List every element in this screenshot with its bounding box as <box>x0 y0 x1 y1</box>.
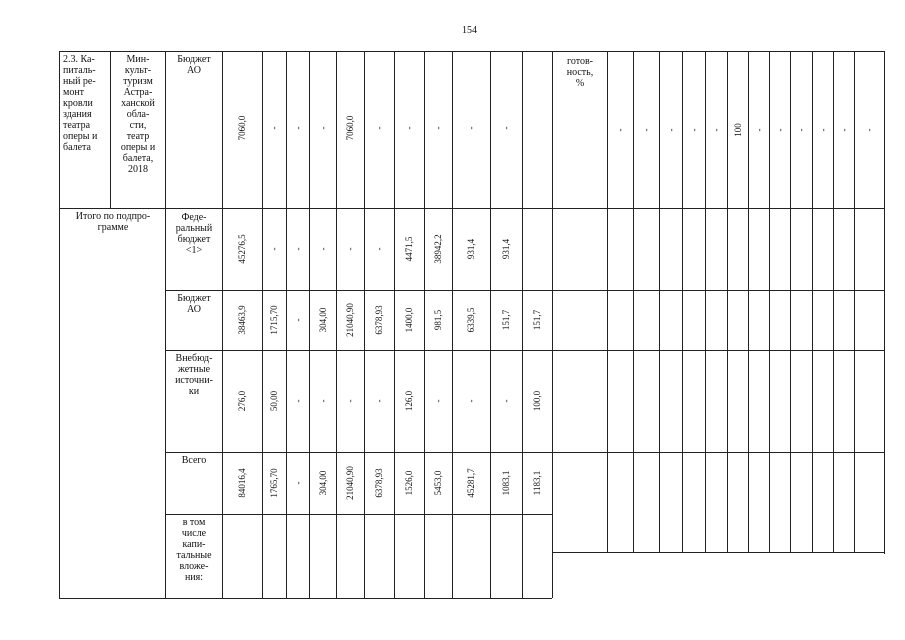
item-title-line: питаль- <box>63 65 96 76</box>
subtotal-value: 50,00 <box>269 390 279 412</box>
subtotal-value: 1400,0 <box>404 307 414 333</box>
subtotal-value: 1715,70 <box>269 305 279 335</box>
col-line <box>812 51 813 552</box>
table-top-border <box>59 51 884 52</box>
item-executor-line: 2018 <box>128 164 148 175</box>
col-line <box>682 51 683 552</box>
subtotal-source-line: Феде- <box>181 212 207 223</box>
item-title-line: здания <box>63 109 92 120</box>
subtotal-value: - <box>345 247 355 251</box>
col-line <box>222 51 223 598</box>
subtotal-value: - <box>345 399 355 403</box>
page-number: 154 <box>462 25 477 36</box>
item-value: - <box>269 126 279 130</box>
subtotal-source-line: тальные <box>176 550 212 561</box>
indicator-value: - <box>838 128 849 132</box>
item-title-line: 2.3. Ка- <box>63 54 95 65</box>
subtotal-value: 304,00 <box>317 470 328 496</box>
subtotal-value: 304,00 <box>317 307 328 333</box>
subtotal-label-line: грамме <box>97 222 129 233</box>
indicator-value: - <box>711 128 721 132</box>
subtotal-value: - <box>466 399 476 403</box>
col-line <box>727 51 728 552</box>
subtotal-source-line: ральный <box>175 223 213 234</box>
indicator-value: - <box>641 128 651 132</box>
subtotal-source-line: <1> <box>185 245 203 256</box>
subtotal-value: 6339,5 <box>466 307 476 333</box>
subtotal-value: 1183,1 <box>532 470 542 496</box>
col-line <box>552 51 553 598</box>
col-line <box>364 51 365 598</box>
item-executor-line: культ- <box>124 65 152 76</box>
item-executor-line: туризм <box>123 76 153 87</box>
subtotal-value: 1526,0 <box>404 470 414 496</box>
indicator-value: - <box>753 128 764 132</box>
subtotal-source-line: ния: <box>184 572 204 583</box>
col-line <box>452 51 453 598</box>
subtotal-label <box>62 211 164 233</box>
item-executor-line: театр <box>126 131 150 142</box>
item-executor-line: оперы и <box>120 142 156 153</box>
item-title-line: монт <box>63 87 85 98</box>
item-source-line: АО <box>187 65 201 76</box>
indicator-value: - <box>774 128 785 132</box>
subtotal-source-line: числе <box>181 528 207 539</box>
subtotal-source-line: Внебюд- <box>175 353 213 364</box>
subtotal-source-line: капи- <box>182 539 206 550</box>
subtotal-value: 276,0 <box>237 390 247 412</box>
subtotal-value: - <box>433 399 443 403</box>
table-left-border <box>59 51 60 598</box>
item-executor-line: балета, <box>122 153 154 164</box>
col-line <box>165 51 166 598</box>
subtotal-value: - <box>292 481 303 485</box>
subtotal-source-line: жетные <box>177 364 211 375</box>
item-title-line: балета <box>63 142 91 153</box>
subtotal-source-line: Бюджет <box>177 293 211 304</box>
subtotal-value: 38463,9 <box>237 305 247 335</box>
item-value: - <box>317 126 328 130</box>
item-title-line: театра <box>63 120 91 131</box>
indicator-value: 100 <box>732 123 743 137</box>
subtotal-value: 126,0 <box>404 390 414 412</box>
indicator-line: готов- <box>566 56 593 67</box>
subtotal-value: - <box>269 247 279 251</box>
subtotal-value: 84016,4 <box>237 468 247 498</box>
col-line <box>424 51 425 598</box>
subtotal-value: 100,0 <box>532 390 542 412</box>
table-bottom-border <box>59 598 552 599</box>
row-line <box>165 514 552 515</box>
indicator-value: - <box>615 128 625 132</box>
row-line <box>165 452 884 453</box>
col-line <box>748 51 749 552</box>
item-value: - <box>501 126 511 130</box>
item-executor-line: ханской <box>121 98 155 109</box>
indicator-value: - <box>665 128 676 132</box>
col-line <box>705 51 706 552</box>
col-line <box>522 51 523 598</box>
col-line <box>607 51 608 552</box>
subtotal-source <box>167 455 221 466</box>
col-line <box>262 51 263 598</box>
subtotal-value: 4471,5 <box>404 236 414 262</box>
col-line <box>659 51 660 552</box>
subtotal-value: - <box>292 399 303 403</box>
subtotal-source-line: вложе- <box>179 561 209 572</box>
subtotal-value: - <box>317 399 328 403</box>
subtotal-value: - <box>374 247 384 251</box>
subtotal-value: 931,4 <box>466 238 476 260</box>
subtotal-source <box>167 293 221 315</box>
col-line <box>286 51 287 598</box>
item-value: 7060,0 <box>345 115 355 141</box>
col-line <box>790 51 791 552</box>
item-value: 7060,0 <box>237 115 247 141</box>
subtotal-value: 151,7 <box>501 309 511 331</box>
right-block-bottom-border <box>552 552 884 553</box>
subtotal-source <box>167 353 221 397</box>
subtotal-source-line: в том <box>182 517 206 528</box>
item-title-line: оперы и <box>63 131 98 142</box>
col-line <box>309 51 310 598</box>
item-executor-line: сти, <box>129 120 147 131</box>
col-line <box>394 51 395 598</box>
item-executor-line: Астра- <box>123 87 153 98</box>
subtotal-value: - <box>501 399 511 403</box>
subtotal-value: - <box>374 399 384 403</box>
subtotal-value: 931,4 <box>501 238 511 260</box>
subtotal-value: 6378,93 <box>374 468 384 498</box>
subtotal-source-line: бюджет <box>177 234 211 245</box>
subtotal-value: 45276,5 <box>237 234 247 264</box>
col-line <box>833 51 834 552</box>
col-line <box>490 51 491 598</box>
item-title-line: кровли <box>63 98 93 109</box>
col-line <box>769 51 770 552</box>
indicator-line: ность, <box>566 67 594 78</box>
subtotal-value: 38942,2 <box>433 234 443 264</box>
col-line <box>884 51 885 552</box>
subtotal-value: 21040,90 <box>345 466 355 500</box>
item-value: - <box>374 126 384 130</box>
col-line <box>854 51 855 552</box>
subtotal-source-line: Всего <box>181 455 207 466</box>
item-value: - <box>466 126 476 130</box>
subtotal-value: 151,7 <box>532 309 542 331</box>
item-source-line: Бюджет <box>177 54 211 65</box>
item-value: - <box>433 126 443 130</box>
col-line <box>633 51 634 552</box>
subtotal-value: 1765,70 <box>269 468 279 498</box>
row-line <box>165 290 884 291</box>
subtotal-value: 6378,93 <box>374 305 384 335</box>
indicator-value: - <box>864 128 874 132</box>
subtotal-value: 21040,90 <box>345 303 355 337</box>
subtotal-source <box>167 212 221 256</box>
subtotal-value: - <box>292 318 303 322</box>
subtotal-value: 45281,7 <box>466 468 476 498</box>
subtotal-value: 1083,1 <box>501 470 511 496</box>
subtotal-value: 981,5 <box>433 309 443 331</box>
subtotal-source <box>167 517 221 583</box>
item-executor-line: Мин- <box>126 54 150 65</box>
row-line <box>59 208 884 209</box>
item-executor-line: обла- <box>126 109 150 120</box>
item-title <box>63 54 109 153</box>
indicator-value: - <box>817 128 828 132</box>
item-value: - <box>404 126 414 130</box>
item-source <box>167 54 221 76</box>
indicator-value: - <box>796 128 806 132</box>
subtotal-value: 5453,0 <box>433 470 443 496</box>
item-value: - <box>292 126 303 130</box>
indicator-label <box>556 56 604 89</box>
row-line <box>165 350 884 351</box>
subtotal-source-line: АО <box>187 304 201 315</box>
subtotal-value: - <box>292 247 303 251</box>
subtotal-label-line: Итого по подпро- <box>75 211 151 222</box>
item-executor <box>112 54 164 175</box>
subtotal-source-line: источни- <box>175 375 213 386</box>
indicator-line: % <box>575 78 585 89</box>
col-line <box>110 51 111 208</box>
col-line <box>336 51 337 598</box>
subtotal-source-line: ки <box>188 386 200 397</box>
indicator-value: - <box>688 128 699 132</box>
subtotal-value: - <box>317 247 328 251</box>
item-title-line: ный ре- <box>63 76 96 87</box>
